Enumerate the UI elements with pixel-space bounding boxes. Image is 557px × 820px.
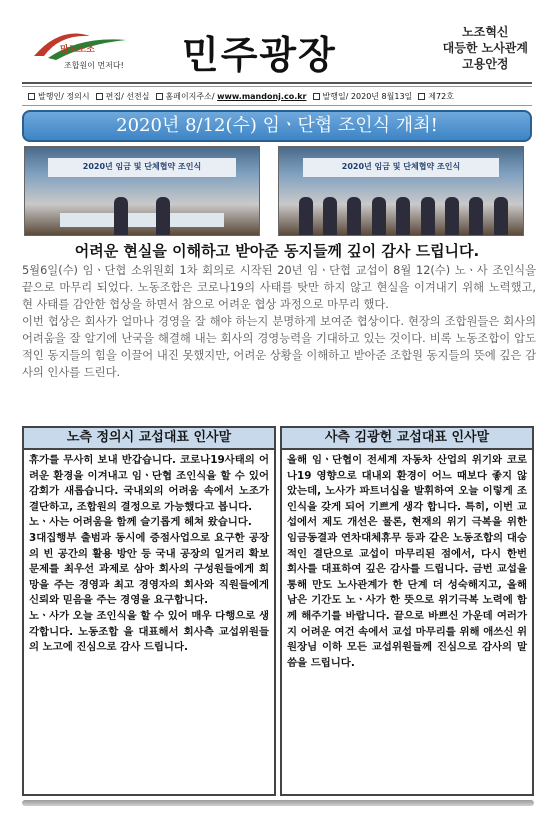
person-figure (421, 197, 435, 235)
person-figure (469, 197, 483, 235)
column-paragraph: 휴가를 무사히 보내 반갑습니다. 코로나19사태의 어려운 환경을 이겨내고 임ㆍ단협 조인식을 할 수 있어 감회가 새롭습니다. 국내외의 어려움 속에서 노조가 결단하고, 조합원의 결정으로 가능했다고 봅니다. (29, 454, 269, 513)
checkbox-icon (313, 93, 320, 100)
column-body (24, 450, 274, 659)
slogan-line: 고용안정 (462, 57, 509, 71)
person-figure (347, 197, 361, 235)
article-paragraph: 5월6일(수) 임ㆍ단협 소위원회 1차 회의로 시작된 20년 임ㆍ단협 교섭이 8월 12(수) 노ㆍ사 조인식을 끝으로 마무리 되었다. 노동조합은 코로나19의 사태를 탓만 하지 않고 현실을 이겨내기 위해 노력했고, 현 사태를 감안한 협상을 하면서 참으로 어려운 협상 과정으로 마무리 했다. (22, 264, 536, 311)
logo-text: 만도노조 (60, 45, 95, 55)
checkbox-icon (96, 93, 103, 100)
checkbox-icon (28, 93, 35, 100)
photo-caption: 2020년 임금 및 단체협약 조인식 (303, 158, 498, 177)
publication-info-bar (22, 86, 532, 106)
logo-subtitle: 조합원이 먼저다! (64, 61, 124, 70)
person-figure (445, 197, 459, 235)
column-title: 사측 김광헌 교섭대표 인사말 (282, 428, 532, 450)
column-title: 노측 정의시 교섭대표 인사말 (24, 428, 274, 450)
editor-info: 편집/ 선전실 (96, 91, 150, 102)
column-paragraph: 올해 임ㆍ단협이 전세계 자동차 산업의 위기와 코로나19 영향으로 대내외 환경이 어느 때보다 좋지 않았는데, 노사가 파트너십을 발휘하여 오늘 이렇게 조인식을 갖게 되어 기쁘게 생각 합니다. 특히, 이번 교섭에서 제도 개선은 물론, 현재의 위기 극복을 위한 임금동결과 연차대체휴무 등과 같은 노동조합의 대승적인 결단으로 교섭이 마무리된 점에서, 다시 한번 회사를 대표하여 깊은 감사를 드립니다. 금번 교섭을 통해 만도 노사관계가 한 단계 더 성숙해지고, 올해 남은 기간도 노ㆍ사가 한 뜻으로 위기극복 노력에 함께 해주기를 바랍니다. 끝으로 바쁘신 가운데 여러가지 어려운 여건 속에서 교섭 마무리를 위해 애쓰신 위원장님 이하 모든 교섭위원들께 진심으로 감사의 말씀을 드립니다. (287, 454, 527, 669)
homepage-info: 홈페이지주소/ www.mandonj.co.kr (156, 91, 307, 102)
footer-divider (22, 800, 534, 806)
event-banner: 2020년 8/12(수) 임ㆍ단협 조인식 개최! (22, 110, 532, 142)
greetings-section (22, 426, 534, 796)
column-paragraph: 노ㆍ사가 오늘 조인식을 할 수 있어 매우 다행으로 생각합니다. 노동조합 을 대표해서 회사측 교섭위원들의 노고에 진심으로 감사 드립니다. (29, 609, 269, 654)
signing-table (60, 213, 224, 227)
person-figure (156, 197, 170, 235)
person-figure (323, 197, 337, 235)
article-paragraph: 이번 협상은 회사가 얼마나 경영을 잘 해야 하는지 분명하게 보여준 협상이다. 현장의 조합원들은 회사의 어려움을 잘 알기에 난국을 해결해 내는 회사의 경영능력을 기대하고 있는 것이다. 비록 노동조합이 압도적인 동지들의 힘을 이끌어 내진 못했지만, 어려운 상황을 이해하고 받아준 조합원 동지들의 뜻에 깊은 감사의 인사를 드린다. (22, 315, 536, 379)
date-info: 발행일/ 2020년 8월13일 (313, 91, 413, 102)
article-headline: 어려운 현실을 이해하고 받아준 동지들께 깊이 감사 드립니다. (74, 242, 480, 260)
publisher-info: 발행인/ 정의시 (28, 91, 90, 102)
checkbox-icon (418, 93, 425, 100)
masthead-title: 민주광장 (182, 32, 337, 77)
issue-info: 제72호 (418, 91, 454, 102)
person-figure (494, 197, 508, 235)
slogan-line: 노조혁신 (462, 25, 509, 39)
slogan (443, 24, 528, 72)
person-figure (299, 197, 313, 235)
person-figure (114, 197, 128, 235)
person-figure (396, 197, 410, 235)
article-body (22, 262, 536, 381)
union-logo (30, 22, 148, 78)
newsletter-header (22, 16, 532, 84)
slogan-line: 대등한 노사관계 (442, 41, 528, 55)
person-figure (372, 197, 386, 235)
checkbox-icon (156, 93, 163, 100)
signing-ceremony-photo (24, 146, 260, 236)
column-paragraph: 3대집행부 출범과 동시에 증점사업으로 요구한 공장의 빈 공간의 활용 방안 등 국내 공장의 일거리 확보 문제를 최우선 과제로 삼아 회사의 구성원들에게 희망을 주는 경영과 최고 경영자의 회사와 직원들에게 신뢰와 믿음을 주는 경영을 요구합니다. (29, 531, 269, 607)
photo-caption: 2020년 임금 및 단체협약 조인식 (48, 158, 235, 177)
column-body (282, 450, 532, 674)
homepage-link[interactable]: www.mandonj.co.kr (217, 91, 307, 101)
company-greeting-column (280, 426, 534, 796)
column-paragraph: 노ㆍ사는 어려움을 함께 슬기롭게 헤쳐 왔습니다. (29, 516, 252, 529)
union-greeting-column (22, 426, 276, 796)
group-photo (278, 146, 524, 236)
